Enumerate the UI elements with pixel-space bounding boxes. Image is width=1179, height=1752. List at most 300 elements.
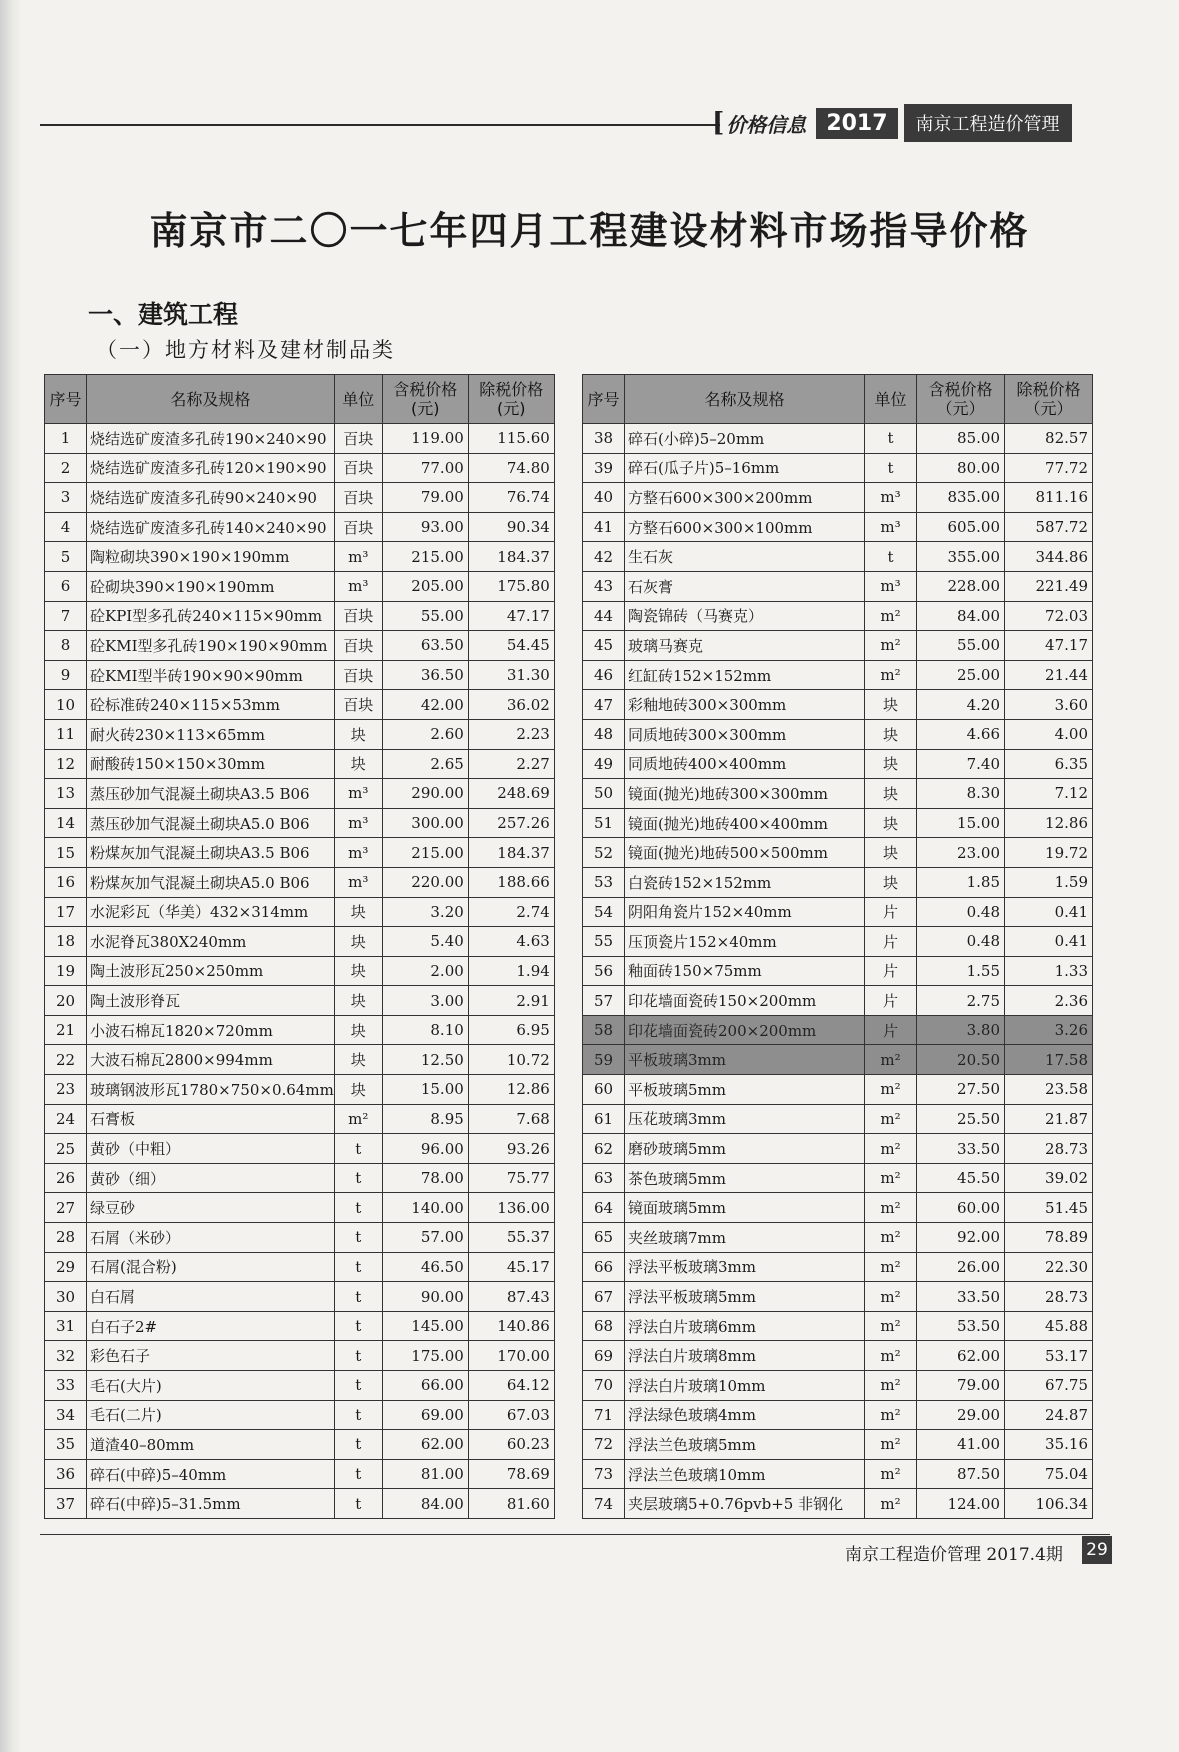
row-net-price: 115.60 bbox=[468, 424, 554, 454]
row-tax-price: 7.40 bbox=[917, 749, 1005, 779]
header-tax-price-line2: (元) bbox=[411, 399, 440, 418]
row-name: 平板玻璃3mm bbox=[625, 1045, 865, 1075]
row-name: 镜面(抛光)地砖500×500mm bbox=[625, 838, 865, 868]
row-net-price: 248.69 bbox=[468, 779, 554, 809]
row-net-price: 257.26 bbox=[468, 808, 554, 838]
row-name: 浮法绿色玻璃4mm bbox=[625, 1400, 865, 1430]
row-unit: 块 bbox=[334, 986, 382, 1016]
row-seq: 12 bbox=[45, 749, 87, 779]
row-name: 粉煤灰加气混凝土砌块A5.0 B06 bbox=[87, 867, 335, 897]
table-row bbox=[45, 1489, 555, 1519]
row-tax-price: 15.00 bbox=[917, 808, 1005, 838]
row-seq: 55 bbox=[583, 927, 625, 957]
row-name: 小波石棉瓦1820×720mm bbox=[87, 1015, 335, 1045]
table-row bbox=[583, 1489, 1093, 1519]
table-row bbox=[583, 1430, 1093, 1460]
table-row bbox=[45, 1134, 555, 1164]
row-net-price: 7.68 bbox=[468, 1104, 554, 1134]
row-seq: 6 bbox=[45, 571, 87, 601]
row-name: 浮法平板玻璃3mm bbox=[625, 1252, 865, 1282]
table-row bbox=[583, 1134, 1093, 1164]
row-net-price: 221.49 bbox=[1005, 571, 1093, 601]
row-name: 浮法兰色玻璃5mm bbox=[625, 1430, 865, 1460]
table-row bbox=[583, 1341, 1093, 1371]
row-tax-price: 33.50 bbox=[917, 1282, 1005, 1312]
row-seq: 61 bbox=[583, 1104, 625, 1134]
row-unit: 片 bbox=[865, 1015, 917, 1045]
header-section-tag: 价格信息 bbox=[726, 112, 807, 137]
row-name: 黄砂（细） bbox=[87, 1163, 335, 1193]
row-name: 平板玻璃5mm bbox=[625, 1075, 865, 1105]
row-seq: 2 bbox=[45, 453, 87, 483]
row-name: 黄砂（中粗） bbox=[87, 1134, 335, 1164]
table-row bbox=[45, 542, 555, 572]
header-net-price bbox=[468, 375, 554, 424]
table-row bbox=[45, 1341, 555, 1371]
row-tax-price: 62.00 bbox=[917, 1341, 1005, 1371]
row-tax-price: 25.00 bbox=[917, 660, 1005, 690]
row-name: 碎石(中碎)5–31.5mm bbox=[87, 1489, 335, 1519]
row-unit: 片 bbox=[865, 897, 917, 927]
row-unit: m³ bbox=[865, 483, 917, 513]
table-row bbox=[583, 956, 1093, 986]
row-name: 碎石(瓜子片)5–16mm bbox=[625, 453, 865, 483]
table-row bbox=[45, 1193, 555, 1223]
row-seq: 27 bbox=[45, 1193, 87, 1223]
table-row bbox=[45, 424, 555, 454]
row-name: 烧结选矿废渣多孔砖140×240×90 bbox=[87, 512, 335, 542]
row-seq: 33 bbox=[45, 1371, 87, 1401]
row-net-price: 2.23 bbox=[468, 719, 554, 749]
page-number: 29 bbox=[1082, 1536, 1112, 1564]
row-seq: 28 bbox=[45, 1223, 87, 1253]
subsection-title: （一）地方材料及建材制品类 bbox=[96, 338, 395, 362]
row-net-price: 22.30 bbox=[1005, 1252, 1093, 1282]
table-row bbox=[583, 927, 1093, 957]
header-net-price-line2: (元) bbox=[497, 399, 526, 418]
row-name: 砼标准砖240×115×53mm bbox=[87, 690, 335, 720]
table-row bbox=[45, 1400, 555, 1430]
row-seq: 25 bbox=[45, 1134, 87, 1164]
row-seq: 72 bbox=[583, 1430, 625, 1460]
row-name: 毛石(大片) bbox=[87, 1371, 335, 1401]
row-tax-price: 3.80 bbox=[917, 1015, 1005, 1045]
header-name: 名称及规格 bbox=[625, 375, 865, 424]
row-unit: m³ bbox=[334, 867, 382, 897]
row-seq: 14 bbox=[45, 808, 87, 838]
row-unit: m³ bbox=[865, 512, 917, 542]
row-seq: 74 bbox=[583, 1489, 625, 1519]
table-row bbox=[583, 897, 1093, 927]
row-unit: 块 bbox=[334, 927, 382, 957]
row-unit: 百块 bbox=[334, 424, 382, 454]
row-name: 砼KMI型多孔砖190×190×90mm bbox=[87, 631, 335, 661]
table-row bbox=[583, 1252, 1093, 1282]
row-seq: 69 bbox=[583, 1341, 625, 1371]
table-row bbox=[583, 1104, 1093, 1134]
row-net-price: 6.35 bbox=[1005, 749, 1093, 779]
row-unit: 块 bbox=[334, 1015, 382, 1045]
row-unit: 块 bbox=[334, 1045, 382, 1075]
row-net-price: 17.58 bbox=[1005, 1045, 1093, 1075]
row-name: 陶土波形瓦250×250mm bbox=[87, 956, 335, 986]
row-unit: 块 bbox=[865, 749, 917, 779]
row-tax-price: 205.00 bbox=[382, 571, 468, 601]
row-net-price: 106.34 bbox=[1005, 1489, 1093, 1519]
row-net-price: 12.86 bbox=[468, 1075, 554, 1105]
row-name: 白瓷砖152×152mm bbox=[625, 867, 865, 897]
table-row bbox=[45, 808, 555, 838]
row-tax-price: 140.00 bbox=[382, 1193, 468, 1223]
row-unit: t bbox=[334, 1134, 382, 1164]
row-tax-price: 46.50 bbox=[382, 1252, 468, 1282]
row-name: 磨砂玻璃5mm bbox=[625, 1134, 865, 1164]
row-name: 压顶瓷片152×40mm bbox=[625, 927, 865, 957]
row-net-price: 3.60 bbox=[1005, 690, 1093, 720]
row-tax-price: 63.50 bbox=[382, 631, 468, 661]
row-seq: 73 bbox=[583, 1459, 625, 1489]
row-seq: 30 bbox=[45, 1282, 87, 1312]
row-net-price: 12.86 bbox=[1005, 808, 1093, 838]
row-name: 彩釉地砖300×300mm bbox=[625, 690, 865, 720]
table-row bbox=[45, 1075, 555, 1105]
table-row bbox=[583, 1163, 1093, 1193]
row-name: 生石灰 bbox=[625, 542, 865, 572]
row-unit: t bbox=[334, 1430, 382, 1460]
row-tax-price: 84.00 bbox=[917, 601, 1005, 631]
row-seq: 67 bbox=[583, 1282, 625, 1312]
row-net-price: 344.86 bbox=[1005, 542, 1093, 572]
row-name: 砼KPI型多孔砖240×115×90mm bbox=[87, 601, 335, 631]
row-seq: 49 bbox=[583, 749, 625, 779]
row-net-price: 2.27 bbox=[468, 749, 554, 779]
row-net-price: 60.23 bbox=[468, 1430, 554, 1460]
row-net-price: 45.17 bbox=[468, 1252, 554, 1282]
row-net-price: 3.26 bbox=[1005, 1015, 1093, 1045]
row-unit: m² bbox=[865, 1223, 917, 1253]
table-row bbox=[583, 601, 1093, 631]
row-name: 碎石(小碎)5–20mm bbox=[625, 424, 865, 454]
row-unit: 百块 bbox=[334, 690, 382, 720]
row-net-price: 74.80 bbox=[468, 453, 554, 483]
header-seq: 序号 bbox=[583, 375, 625, 424]
row-name: 碎石(中碎)5–40mm bbox=[87, 1459, 335, 1489]
table-row bbox=[45, 571, 555, 601]
footer-issue-text: 南京工程造价管理 2017.4期 bbox=[845, 1545, 1063, 1565]
table-row bbox=[45, 483, 555, 513]
row-tax-price: 45.50 bbox=[917, 1163, 1005, 1193]
row-net-price: 175.80 bbox=[468, 571, 554, 601]
row-unit: m³ bbox=[334, 571, 382, 601]
row-unit: 百块 bbox=[334, 631, 382, 661]
table-row bbox=[583, 512, 1093, 542]
header-name: 名称及规格 bbox=[87, 375, 335, 424]
table-row bbox=[583, 1075, 1093, 1105]
row-seq: 42 bbox=[583, 542, 625, 572]
row-unit: 块 bbox=[865, 838, 917, 868]
row-tax-price: 60.00 bbox=[917, 1193, 1005, 1223]
row-name: 砼KMI型半砖190×90×90mm bbox=[87, 660, 335, 690]
table-row bbox=[45, 1223, 555, 1253]
row-tax-price: 2.75 bbox=[917, 986, 1005, 1016]
row-tax-price: 124.00 bbox=[917, 1489, 1005, 1519]
row-seq: 21 bbox=[45, 1015, 87, 1045]
row-net-price: 0.41 bbox=[1005, 927, 1093, 957]
row-unit: m³ bbox=[334, 838, 382, 868]
row-seq: 11 bbox=[45, 719, 87, 749]
header-net-price-line1: 除税价格 bbox=[479, 380, 544, 399]
table-row bbox=[45, 867, 555, 897]
row-tax-price: 0.48 bbox=[917, 897, 1005, 927]
row-net-price: 75.77 bbox=[468, 1163, 554, 1193]
row-seq: 31 bbox=[45, 1311, 87, 1341]
row-seq: 4 bbox=[45, 512, 87, 542]
row-unit: 片 bbox=[865, 956, 917, 986]
row-name: 水泥脊瓦380X240mm bbox=[87, 927, 335, 957]
row-unit: 百块 bbox=[334, 453, 382, 483]
row-seq: 66 bbox=[583, 1252, 625, 1282]
row-seq: 9 bbox=[45, 660, 87, 690]
row-seq: 7 bbox=[45, 601, 87, 631]
row-net-price: 93.26 bbox=[468, 1134, 554, 1164]
row-net-price: 31.30 bbox=[468, 660, 554, 690]
row-tax-price: 1.85 bbox=[917, 867, 1005, 897]
row-name: 白石子2# bbox=[87, 1311, 335, 1341]
table-row bbox=[45, 719, 555, 749]
table-row bbox=[45, 956, 555, 986]
table-row bbox=[583, 719, 1093, 749]
row-unit: 块 bbox=[865, 690, 917, 720]
row-seq: 34 bbox=[45, 1400, 87, 1430]
row-unit: 块 bbox=[865, 719, 917, 749]
footer-rule bbox=[40, 1534, 1110, 1535]
row-seq: 63 bbox=[583, 1163, 625, 1193]
row-name: 陶瓷锦砖（马赛克） bbox=[625, 601, 865, 631]
row-tax-price: 79.00 bbox=[917, 1371, 1005, 1401]
row-tax-price: 69.00 bbox=[382, 1400, 468, 1430]
row-seq: 3 bbox=[45, 483, 87, 513]
header-tax-price-line1: 含税价格 bbox=[928, 380, 993, 399]
row-net-price: 587.72 bbox=[1005, 512, 1093, 542]
row-net-price: 19.72 bbox=[1005, 838, 1093, 868]
row-tax-price: 53.50 bbox=[917, 1311, 1005, 1341]
row-tax-price: 175.00 bbox=[382, 1341, 468, 1371]
row-unit: 片 bbox=[865, 927, 917, 957]
row-net-price: 47.17 bbox=[468, 601, 554, 631]
table-row bbox=[45, 453, 555, 483]
table-row bbox=[583, 571, 1093, 601]
row-net-price: 2.74 bbox=[468, 897, 554, 927]
row-net-price: 0.41 bbox=[1005, 897, 1093, 927]
row-net-price: 47.17 bbox=[1005, 631, 1093, 661]
row-unit: m² bbox=[865, 1459, 917, 1489]
row-tax-price: 92.00 bbox=[917, 1223, 1005, 1253]
row-net-price: 23.58 bbox=[1005, 1075, 1093, 1105]
row-name: 粉煤灰加气混凝土砌块A3.5 B06 bbox=[87, 838, 335, 868]
row-tax-price: 215.00 bbox=[382, 542, 468, 572]
header-net-price-line2: （元） bbox=[1024, 399, 1073, 418]
page-title: 南京市二〇一七年四月工程建设材料市场指导价格 bbox=[149, 209, 1030, 253]
row-unit: 块 bbox=[334, 749, 382, 779]
row-seq: 16 bbox=[45, 867, 87, 897]
row-name: 印花墙面瓷砖200×200mm bbox=[625, 1015, 865, 1045]
row-tax-price: 23.00 bbox=[917, 838, 1005, 868]
row-seq: 8 bbox=[45, 631, 87, 661]
row-tax-price: 215.00 bbox=[382, 838, 468, 868]
row-unit: t bbox=[334, 1459, 382, 1489]
row-name: 夹丝玻璃7mm bbox=[625, 1223, 865, 1253]
row-seq: 71 bbox=[583, 1400, 625, 1430]
row-tax-price: 36.50 bbox=[382, 660, 468, 690]
row-name: 大波石棉瓦2800×994mm bbox=[87, 1045, 335, 1075]
row-net-price: 1.33 bbox=[1005, 956, 1093, 986]
table-row bbox=[583, 779, 1093, 809]
row-unit: t bbox=[334, 1282, 382, 1312]
table-header-row bbox=[45, 375, 555, 424]
row-tax-price: 228.00 bbox=[917, 571, 1005, 601]
running-header bbox=[712, 104, 1072, 142]
row-tax-price: 3.00 bbox=[382, 986, 468, 1016]
row-name: 镜面玻璃5mm bbox=[625, 1193, 865, 1223]
table-row bbox=[583, 867, 1093, 897]
row-name: 玻璃钢波形瓦1780×750×0.64mm bbox=[87, 1075, 335, 1105]
table-row bbox=[583, 808, 1093, 838]
row-unit: m² bbox=[865, 1075, 917, 1105]
row-unit: 块 bbox=[865, 808, 917, 838]
row-tax-price: 8.30 bbox=[917, 779, 1005, 809]
row-unit: m² bbox=[865, 1104, 917, 1134]
row-tax-price: 81.00 bbox=[382, 1459, 468, 1489]
row-name: 浮法白片玻璃6mm bbox=[625, 1311, 865, 1341]
row-unit: t bbox=[334, 1341, 382, 1371]
row-tax-price: 355.00 bbox=[917, 542, 1005, 572]
table-row bbox=[45, 1459, 555, 1489]
row-seq: 39 bbox=[583, 453, 625, 483]
row-unit: m² bbox=[865, 1252, 917, 1282]
row-name: 陶粒砌块390×190×190mm bbox=[87, 542, 335, 572]
table-row bbox=[583, 1311, 1093, 1341]
table-row bbox=[45, 838, 555, 868]
row-tax-price: 41.00 bbox=[917, 1430, 1005, 1460]
row-unit: t bbox=[334, 1163, 382, 1193]
row-name: 烧结选矿废渣多孔砖190×240×90 bbox=[87, 424, 335, 454]
header-unit: 单位 bbox=[334, 375, 382, 424]
row-seq: 54 bbox=[583, 897, 625, 927]
row-tax-price: 93.00 bbox=[382, 512, 468, 542]
row-tax-price: 119.00 bbox=[382, 424, 468, 454]
row-name: 浮法兰色玻璃10mm bbox=[625, 1459, 865, 1489]
row-unit: m² bbox=[865, 1341, 917, 1371]
row-name: 方整石600×300×100mm bbox=[625, 512, 865, 542]
table-row bbox=[583, 1223, 1093, 1253]
row-net-price: 1.94 bbox=[468, 956, 554, 986]
row-net-price: 170.00 bbox=[468, 1341, 554, 1371]
header-unit: 单位 bbox=[865, 375, 917, 424]
row-seq: 36 bbox=[45, 1459, 87, 1489]
row-tax-price: 80.00 bbox=[917, 453, 1005, 483]
row-tax-price: 2.00 bbox=[382, 956, 468, 986]
row-seq: 13 bbox=[45, 779, 87, 809]
row-net-price: 51.45 bbox=[1005, 1193, 1093, 1223]
table-row bbox=[583, 660, 1093, 690]
row-name: 彩色石子 bbox=[87, 1341, 335, 1371]
row-seq: 23 bbox=[45, 1075, 87, 1105]
row-name: 石屑（米砂） bbox=[87, 1223, 335, 1253]
row-unit: t bbox=[865, 424, 917, 454]
table-row bbox=[45, 897, 555, 927]
row-net-price: 6.95 bbox=[468, 1015, 554, 1045]
row-name: 陶土波形脊瓦 bbox=[87, 986, 335, 1016]
table-row bbox=[583, 1282, 1093, 1312]
row-tax-price: 29.00 bbox=[917, 1400, 1005, 1430]
row-unit: m² bbox=[334, 1104, 382, 1134]
row-seq: 22 bbox=[45, 1045, 87, 1075]
row-name: 浮法白片玻璃10mm bbox=[625, 1371, 865, 1401]
row-unit: m³ bbox=[865, 571, 917, 601]
row-unit: m² bbox=[865, 1045, 917, 1075]
row-unit: t bbox=[334, 1371, 382, 1401]
row-name: 方整石600×300×200mm bbox=[625, 483, 865, 513]
row-name: 水泥彩瓦（华美）432×314mm bbox=[87, 897, 335, 927]
row-net-price: 1.59 bbox=[1005, 867, 1093, 897]
row-tax-price: 25.50 bbox=[917, 1104, 1005, 1134]
row-unit: t bbox=[334, 1223, 382, 1253]
row-unit: 块 bbox=[334, 956, 382, 986]
row-seq: 20 bbox=[45, 986, 87, 1016]
row-seq: 46 bbox=[583, 660, 625, 690]
row-tax-price: 290.00 bbox=[382, 779, 468, 809]
section-title: 一、建筑工程 bbox=[88, 300, 239, 329]
row-net-price: 28.73 bbox=[1005, 1134, 1093, 1164]
row-net-price: 78.89 bbox=[1005, 1223, 1093, 1253]
table-row bbox=[583, 1400, 1093, 1430]
row-name: 石膏板 bbox=[87, 1104, 335, 1134]
row-name: 同质地砖300×300mm bbox=[625, 719, 865, 749]
row-net-price: 184.37 bbox=[468, 838, 554, 868]
header-net-price-line1: 除税价格 bbox=[1016, 380, 1081, 399]
row-unit: 百块 bbox=[334, 660, 382, 690]
row-seq: 5 bbox=[45, 542, 87, 572]
row-tax-price: 4.20 bbox=[917, 690, 1005, 720]
row-seq: 47 bbox=[583, 690, 625, 720]
row-name: 玻璃马赛克 bbox=[625, 631, 865, 661]
row-tax-price: 27.50 bbox=[917, 1075, 1005, 1105]
row-name: 镜面(抛光)地砖400×400mm bbox=[625, 808, 865, 838]
table-row bbox=[583, 631, 1093, 661]
table-row bbox=[45, 631, 555, 661]
row-unit: 百块 bbox=[334, 512, 382, 542]
table-row bbox=[45, 986, 555, 1016]
table-row bbox=[45, 601, 555, 631]
row-unit: m³ bbox=[334, 808, 382, 838]
table-body-left bbox=[45, 424, 555, 1519]
row-tax-price: 12.50 bbox=[382, 1045, 468, 1075]
row-tax-price: 96.00 bbox=[382, 1134, 468, 1164]
row-unit: m² bbox=[865, 1193, 917, 1223]
row-unit: m² bbox=[865, 1489, 917, 1519]
header-year: 2017 bbox=[816, 108, 897, 139]
row-seq: 1 bbox=[45, 424, 87, 454]
row-net-price: 140.86 bbox=[468, 1311, 554, 1341]
table-row bbox=[45, 779, 555, 809]
page-binding-edge bbox=[0, 0, 22, 1752]
row-unit: 块 bbox=[865, 779, 917, 809]
row-net-price: 35.16 bbox=[1005, 1430, 1093, 1460]
row-seq: 58 bbox=[583, 1015, 625, 1045]
row-name: 压花玻璃3mm bbox=[625, 1104, 865, 1134]
row-name: 耐火砖230×113×65mm bbox=[87, 719, 335, 749]
row-unit: t bbox=[865, 453, 917, 483]
